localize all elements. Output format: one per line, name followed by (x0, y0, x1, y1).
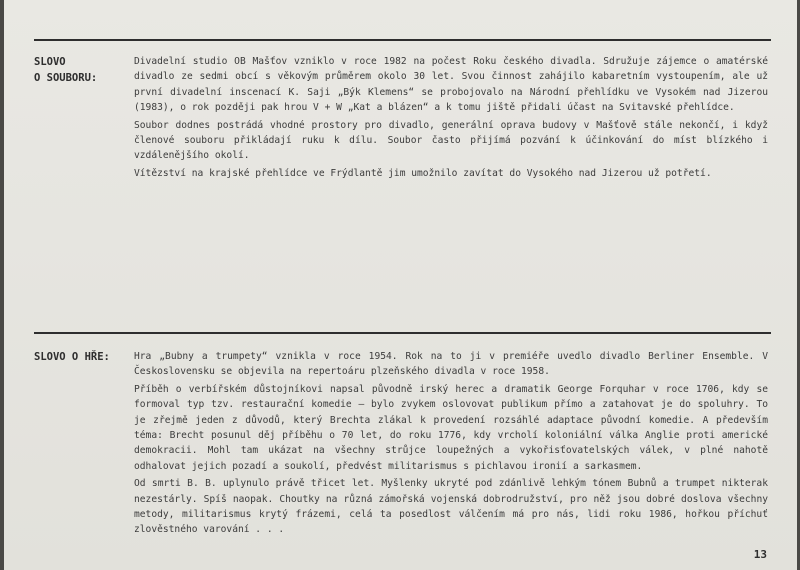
section-label-about-ensemble (34, 54, 97, 86)
document-page (4, 0, 797, 570)
body-paragraph: Příběh o verbířském důstojníkovi napsal původně irský herec a dramatik George Forquhar v roce 1706, kdy se formoval typ tzv. restaurační komedie — bylo zvykem oslovovat publikum přímo a zatahovat je do spoluhry. To je zřejmě jeden z důvodů, který Brechta zlákal k provedení rozsáhlé adaptace původní komedie. A především téma: Brecht posunul děj příběhu o 70 let, do roku 1776, kdy vrcholí koloniální válka Anglie proti americké demokracii. Mohl tam ukázat na všechny strůjce loupežných a vykořisťovatelských válek, v plné nahotě odhalovat jejich pozadí a soukolí, předvést militarismus s pichlavou ironií a sarkasmem. (134, 383, 768, 472)
body-paragraph: Divadelní studio OB Mašťov vzniklo v roce 1982 na počest Roku českého divadla. Sdružuje zájemce o amatérské divadlo ze sedmi obcí s věkovým průměrem okolo 30 let. Svou činnost zahájilo kabaretním vystoupením, ale už první divadelní inscenací K. Saji „Býk Klemens“ se probojovalo na Národní přehlídku ve Vysokém nad Jizerou (1983), o rok později pak hrou V + W „Kat a blázen“ a k tomu jiště přidali účast na Svitavské přehlídce. (134, 56, 768, 114)
section-label-line: O SOUBORU: (34, 72, 98, 84)
section-label-about-play (34, 349, 110, 365)
body-paragraph: Vítězství na krajské přehlídce ve Frýdlantě jim umožnilo zavítat do Vysokého nad Jizerou už potřetí. (134, 167, 712, 179)
body-paragraph: Hra „Bubny a trumpety“ vznikla v roce 1954. Rok na to ji v premiéře uvedlo divadlo Berliner Ensemble. V Československu se objevila na repertoáru plzeňského divadla v roce 1958. (134, 351, 768, 378)
page-number: 13 (753, 548, 767, 561)
top-divider-rule (34, 39, 771, 41)
section-label-line: SLOVO (34, 56, 66, 68)
body-paragraph: Od smrti B. B. uplynulo právě třicet let. Myšlenky ukryté pod zdánlivě lehkým tónem Bubnů a trumpet nikterak nezestárly. Spíš naopak. Choutky na různá zámořská vojenská dobrodružství, pro něž jsou dobré doslova všechny metody, militarismus krytý frázemi, celá ta posedlost válčením má pro nás, lidi roku 1986, hořkou příchuť zlověstného varování . . . (134, 478, 768, 536)
middle-divider-rule (34, 332, 771, 334)
body-paragraph: Soubor dodnes postrádá vhodné prostory pro divadlo, generální oprava budovy v Mašťově stále nekončí, i když členové souboru přikládají ruku k dílu. Soubor často přijímá pozvání k účinkování do míst blízkého i vzdálenějšího okolí. (134, 119, 768, 162)
section-label-line: SLOVO O HŘE: (34, 351, 110, 363)
section-body-about-ensemble (134, 54, 768, 183)
section-body-about-play (134, 349, 768, 540)
